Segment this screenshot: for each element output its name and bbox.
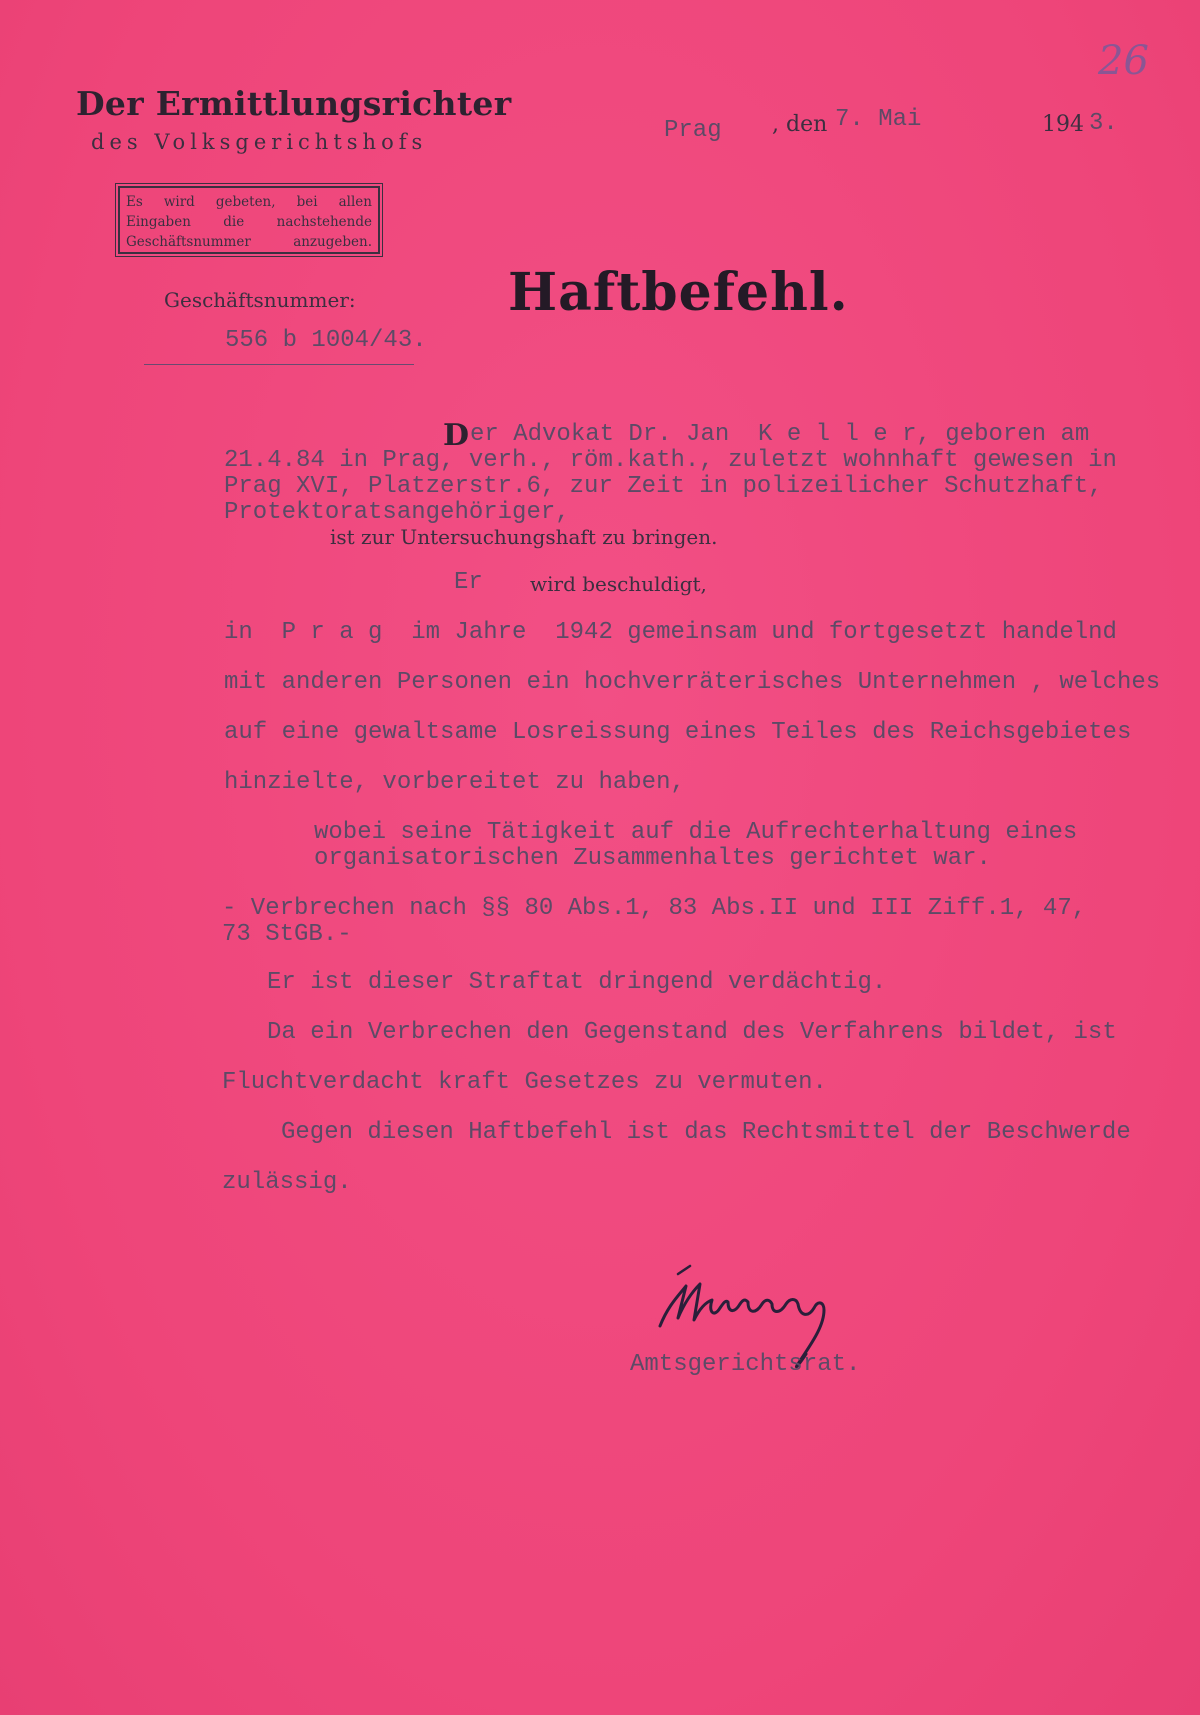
charge-line: hinzielte, vorbereitet zu haben,	[224, 769, 685, 796]
notice-line: Eingaben die nachstehende	[126, 214, 372, 230]
signature-title: Amtsgerichtsrat.	[630, 1351, 861, 1378]
notice-line: Geschäftsnummer anzugeben.	[126, 234, 372, 250]
notice-box	[118, 186, 380, 254]
document-title: Haftbefehl.	[508, 262, 849, 323]
case-number-label: Geschäftsnummer:	[164, 288, 356, 312]
case-number-rule	[144, 364, 414, 365]
remedy-line: Gegen diesen Haftbefehl ist das Rechtsmittel der Beschwerde	[281, 1119, 1131, 1146]
initial-letter: D	[443, 418, 470, 453]
intro-line: Protektoratsangehöriger,	[224, 499, 570, 526]
case-number: 556 b 1004/43.	[225, 327, 427, 354]
law-line: 73 StGB.-	[222, 921, 352, 948]
notice-line: Es wird gebeten, bei allen	[126, 194, 372, 210]
date-year-prefix: 194	[1042, 112, 1084, 137]
court-subtitle: des Volksgerichtshofs	[91, 130, 428, 154]
remedy-line: zulässig.	[222, 1169, 352, 1196]
flight-line: Fluchtverdacht kraft Gesetzes zu vermuten.	[222, 1069, 827, 1096]
date-day: 7. Mai	[835, 106, 922, 133]
intro-line: er Advokat Dr. Jan K e l l e r, geboren am	[470, 421, 1090, 448]
date-city: Prag	[664, 117, 722, 144]
law-line: - Verbrechen nach §§ 80 Abs.1, 83 Abs.II und III Ziff.1, 47,	[222, 895, 1087, 922]
date-year-digit: 3.	[1089, 110, 1118, 137]
activity-line: wobei seine Tätigkeit auf die Aufrechterhaltung eines	[314, 819, 1078, 846]
intro-line: 21.4.84 in Prag, verh., röm.kath., zuletzt wohnhaft gewesen in	[224, 447, 1117, 474]
court-name: Der Ermittlungsrichter	[76, 84, 512, 123]
charge-line: mit anderen Personen ein hochverräterisches Unternehmen , welches	[224, 669, 1161, 696]
intro-line: Prag XVI, Platzerstr.6, zur Zeit in polizeilicher Schutzhaft,	[224, 473, 1103, 500]
suspicion-text: Er ist dieser Straftat dringend verdächtig.	[267, 969, 887, 996]
charge-line: in P r a g im Jahre 1942 gemeinsam und fortgesetzt handelnd	[224, 619, 1117, 646]
accused-text: wird beschuldigt,	[530, 572, 707, 596]
accused-er: Er	[454, 569, 483, 596]
folio-mark: 26	[1098, 38, 1149, 84]
flight-line: Da ein Verbrechen den Gegenstand des Verfahrens bildet, ist	[267, 1019, 1117, 1046]
activity-line: organisatorischen Zusammenhaltes gerichtet war.	[314, 845, 991, 872]
custody-text: ist zur Untersuchungshaft zu bringen.	[330, 525, 718, 549]
date-den: , den	[772, 112, 828, 137]
charge-line: auf eine gewaltsame Losreissung eines Teiles des Reichsgebietes	[224, 719, 1132, 746]
